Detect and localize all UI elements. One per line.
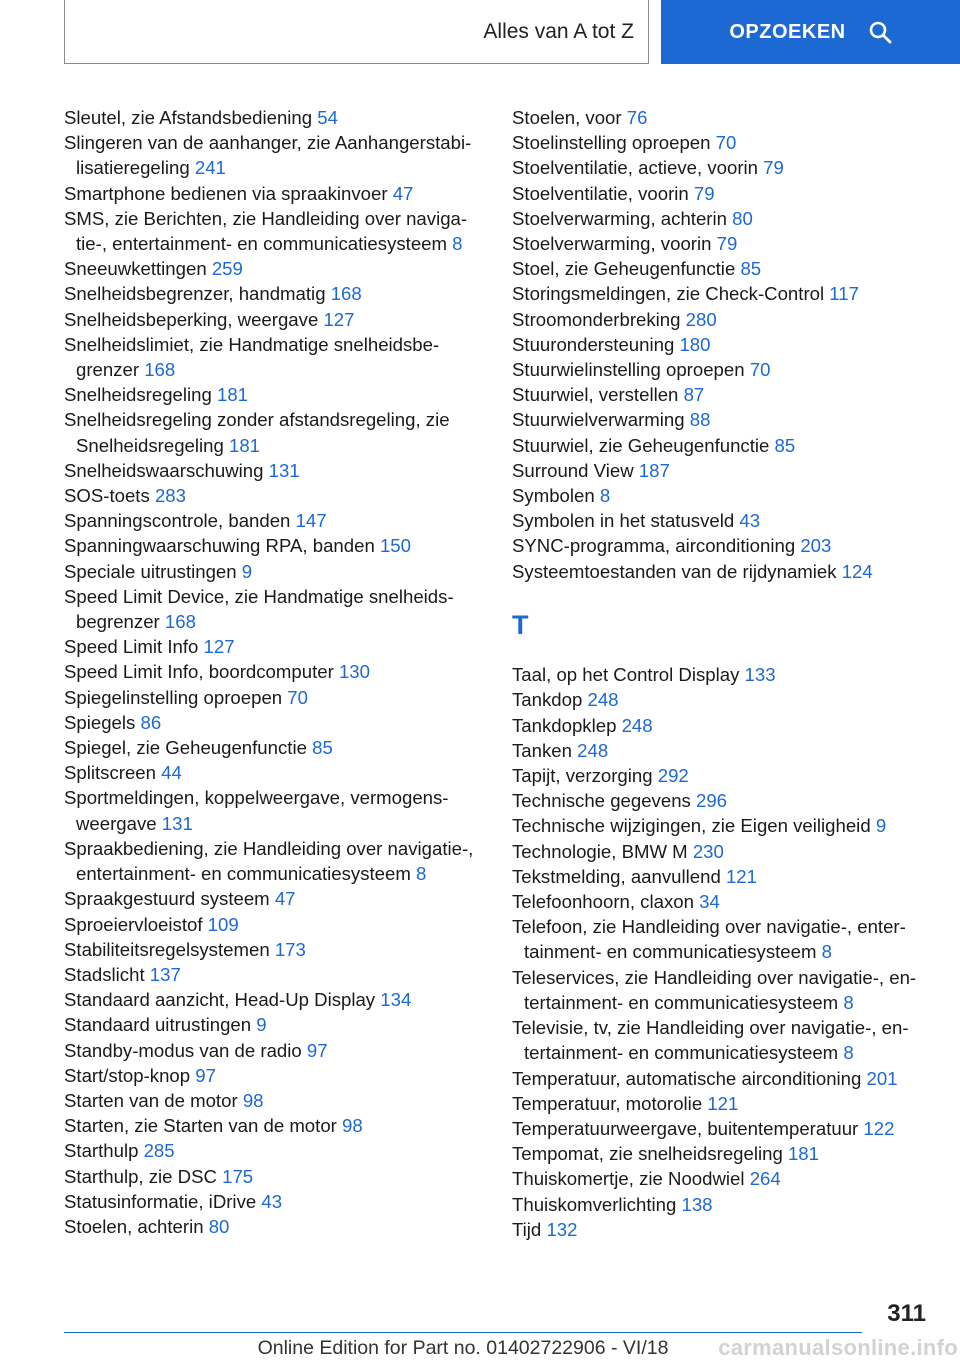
index-entry-text: Technische wijzigingen, zie Eigen veiligheid (512, 815, 871, 837)
page-link[interactable]: 85 (774, 434, 796, 456)
index-entry (512, 382, 932, 407)
index-entry-text: Tapijt, verzorging (512, 765, 653, 787)
index-entry-text: Stoelinstelling oproepen (512, 132, 711, 154)
index-entry-text: Tempomat, zie snelheidsregeling (512, 1143, 783, 1165)
index-entry-text: Snelheidsbeperking, weergave (64, 308, 319, 330)
index-entry (64, 1189, 484, 1214)
index-entry-text: Spanningwaarschuwing RPA, banden (64, 535, 375, 557)
search-button[interactable] (661, 0, 960, 64)
page-link[interactable]: 80 (732, 207, 753, 229)
page-link[interactable]: 168 (330, 283, 362, 305)
index-column-right (512, 105, 932, 1242)
index-entry-text: Telefoonhoorn, claxon (512, 891, 694, 913)
index-entry-text: Teleservices, zie Handleiding over navigatie-, entertainment- en communicatiesysteem (512, 966, 917, 1013)
page-link[interactable]: 121 (725, 865, 757, 887)
index-entry-text: SMS, zie Berichten, zie Handleiding over navigatie-, entertainment- en communicatiesysteem (64, 207, 468, 255)
index-entry-text: Snelheidslimiet, zie Handmatige snelheidsbegrenzer (64, 333, 440, 381)
page-link[interactable]: 127 (203, 636, 235, 658)
index-entry (512, 889, 932, 914)
index-entry (64, 1038, 484, 1063)
index-entry-text: Symbolen (512, 485, 595, 507)
index-entry-text: SOS-toets (64, 485, 150, 507)
index-entry-text: Stoelventilatie, actieve, voorin (512, 157, 758, 179)
page-link[interactable]: 43 (739, 510, 761, 532)
index-entry (64, 1138, 484, 1163)
index-entry-text: Speed Limit Info (64, 636, 199, 658)
page-link[interactable]: 283 (154, 485, 186, 507)
section-letter: T (512, 609, 529, 640)
page-link[interactable]: 9 (241, 560, 253, 582)
index-entry (512, 458, 932, 483)
watermark: carmanualsonline.info (718, 1335, 958, 1360)
index-entry-text: Starten van de motor (64, 1089, 238, 1111)
index-entry (64, 533, 484, 558)
page-link[interactable]: 187 (638, 459, 670, 481)
index-entry (512, 763, 932, 788)
index-entry (512, 1141, 932, 1166)
page-link[interactable]: 147 (295, 510, 327, 532)
index-entry-text: Taal, op het Control Display (512, 664, 740, 686)
page-link[interactable]: 85 (740, 258, 762, 280)
page-link[interactable]: 127 (323, 308, 355, 330)
index-entry (64, 659, 484, 684)
index-entry-text: Thuiskomverlichting (512, 1193, 677, 1215)
index-entry-text: Snelheidsbegrenzer, handmatig (64, 283, 326, 305)
index-entry (512, 559, 932, 584)
page-link[interactable]: 79 (716, 233, 738, 255)
page-link[interactable]: 248 (577, 739, 609, 761)
page-link[interactable]: 79 (693, 182, 715, 204)
index-entry-text: Surround View (512, 459, 634, 481)
index-entry-text: Temperatuur, motorolie (512, 1092, 703, 1114)
page-link[interactable]: 98 (242, 1089, 264, 1111)
index-entry (64, 886, 484, 911)
index-group-s (512, 105, 932, 584)
index-entry (512, 231, 932, 256)
index-entry-text: Sneeuwkettingen (64, 258, 207, 280)
index-entry (64, 382, 484, 407)
index-entry (512, 662, 932, 687)
index-entry-text: Stuurwielverwarming (512, 409, 685, 431)
index-entry-text: Stroomonderbreking (512, 308, 681, 330)
page-link[interactable]: 88 (689, 409, 711, 431)
index-entry-text: Snelheidswaarschuwing (64, 459, 264, 481)
page-link[interactable]: 44 (161, 762, 182, 784)
index-entry-text: Stabiliteitsregelsystemen (64, 938, 270, 960)
index-entry (512, 1091, 932, 1116)
index-entry (64, 508, 484, 533)
page-link[interactable]: 98 (342, 1115, 363, 1137)
index-entry-text: Tankdopklep (512, 714, 617, 736)
page-link[interactable]: 79 (763, 157, 784, 179)
index-entry-text: Temperatuur, automatische airconditioning (512, 1067, 862, 1089)
index-entry (512, 508, 932, 533)
index-entry-text: Sproeiervloeistof (64, 913, 203, 935)
page-link[interactable]: 285 (143, 1140, 175, 1162)
page-link[interactable]: 8 (416, 863, 427, 885)
page-link[interactable]: 264 (749, 1168, 781, 1190)
page-link[interactable]: 8 (843, 991, 854, 1013)
index-entry-text: Standaard uitrustingen (64, 1014, 252, 1036)
index-entry (512, 788, 932, 813)
index-entry-text: Snelheidsregeling (64, 384, 212, 406)
page-link[interactable]: 70 (749, 359, 771, 381)
index-entry-text: Speed Limit Info, boordcomputer (64, 661, 334, 683)
index-entry (64, 130, 484, 180)
index-entry (64, 937, 484, 962)
index-entry-text: Spraakgestuurd systeem (64, 888, 270, 910)
index-entry-text: Stuurwielinstelling oproepen (512, 359, 745, 381)
footer-edition: Online Edition for Part no. 01402722906 - VI/18 (257, 1337, 669, 1359)
index-entry-text: Spiegel, zie Geheugenfunctie (64, 737, 307, 759)
index-entry (64, 307, 484, 332)
index-entry (512, 181, 932, 206)
page-link[interactable]: 131 (268, 459, 300, 481)
index-entry (512, 1116, 932, 1141)
index-entry (512, 839, 932, 864)
index-entry (64, 105, 484, 130)
page-link[interactable]: 70 (715, 132, 737, 154)
index-entry (64, 559, 484, 584)
index-entry-text: Stuurwiel, zie Geheugenfunctie (512, 434, 770, 456)
index-entry-text: Tekstmelding, aanvullend (512, 865, 721, 887)
page-link[interactable]: 9 (256, 1014, 267, 1036)
index-entry-text: SYNC-programma, airconditioning (512, 535, 796, 557)
index-entry-text: Tankdop (512, 689, 583, 711)
index-entry-text: Spiegels (64, 711, 136, 733)
page-link[interactable]: 8 (821, 941, 832, 963)
page-link[interactable]: 43 (261, 1190, 283, 1212)
index-entry (512, 1166, 932, 1191)
page-link[interactable]: 132 (546, 1218, 578, 1240)
index-entry (64, 407, 484, 457)
page-link[interactable]: 8 (452, 233, 463, 255)
index-entry (64, 256, 484, 281)
index-entry-text: Speciale uitrustingen (64, 560, 237, 582)
index-entry-text: Televisie, tv, zie Handleiding over navigatie-, entertainment- en communicatiesysteem (512, 1017, 909, 1064)
index-entry (64, 987, 484, 1012)
index-entry-text: Smartphone bedienen via spraakinvoer (64, 182, 388, 204)
index-entry (64, 483, 484, 508)
index-tab-label: Alles van A tot Z (483, 19, 634, 43)
index-entry-text: Stoelen, achterin (64, 1215, 204, 1237)
index-entry (64, 912, 484, 937)
index-entry-text: Telefoon, zie Handleiding over navigatie-, entertainment- en communicatiesysteem (512, 916, 906, 963)
page-link[interactable]: 86 (140, 711, 162, 733)
index-entry-text: Starthulp (64, 1140, 139, 1162)
page-link[interactable]: 122 (863, 1117, 895, 1139)
page-link[interactable]: 47 (392, 182, 414, 204)
page-link[interactable]: 181 (229, 434, 261, 456)
page-link[interactable]: 181 (217, 384, 249, 406)
search-button-label: OPZOEKEN (729, 20, 846, 43)
page-link[interactable]: 117 (829, 283, 859, 305)
index-column-left (64, 105, 484, 1239)
index-entry-text: Statusinformatie, iDrive (64, 1190, 257, 1212)
index-entry (512, 357, 932, 382)
index-entry (64, 760, 484, 785)
page-link[interactable]: 175 (222, 1165, 254, 1187)
index-entry (512, 256, 932, 281)
index-entry (64, 458, 484, 483)
page-link[interactable]: 173 (274, 938, 306, 960)
page-link[interactable]: 34 (699, 891, 720, 913)
page-link[interactable]: 292 (657, 765, 689, 787)
page-link[interactable]: 8 (599, 485, 611, 507)
index-entry-text: Splitscreen (64, 762, 156, 784)
index-entry (512, 738, 932, 763)
index-entry-text: Stoelen, voor (512, 107, 622, 128)
index-entry-text: Spanningscontrole, banden (64, 510, 291, 532)
index-entry-text: Sleutel, zie Afstandsbediening (64, 107, 313, 128)
index-entry-text: Technische gegevens (512, 790, 691, 812)
index-entry-text: Stoelverwarming, voorin (512, 233, 712, 255)
index-entry-text: Stoelverwarming, achterin (512, 207, 727, 229)
index-entry (64, 735, 484, 760)
page-link[interactable]: 124 (841, 560, 873, 582)
page-link[interactable]: 259 (211, 258, 243, 280)
index-entry (512, 1066, 932, 1091)
index-entry-text: Stoelventilatie, voorin (512, 182, 689, 204)
index-entry (512, 914, 932, 964)
index-entry (64, 1088, 484, 1113)
page-link[interactable]: 121 (707, 1092, 739, 1114)
index-group-t (512, 662, 932, 1242)
page-link[interactable]: 168 (144, 359, 176, 381)
page-link[interactable]: 134 (380, 989, 412, 1011)
page-link[interactable]: 180 (679, 333, 711, 355)
index-entry (512, 407, 932, 432)
index-entry-text: Thuiskomertje, zie Noodwiel (512, 1168, 745, 1190)
index-entry (64, 584, 484, 634)
page-link[interactable]: 181 (787, 1143, 819, 1165)
index-entry-text: Stuurondersteuning (512, 333, 675, 355)
page-link[interactable]: 54 (317, 107, 338, 128)
index-entry (512, 281, 932, 306)
search-icon (868, 20, 892, 44)
index-entry (512, 687, 932, 712)
index-entry-text: Stoel, zie Geheugenfunctie (512, 258, 736, 280)
index-entry (64, 1113, 484, 1138)
index-entry-text: Snelheidsregeling zonder afstandsregeling, zie Snelheidsregeling (64, 409, 450, 456)
page-link[interactable]: 109 (207, 913, 239, 935)
index-entry-text: Tanken (512, 739, 572, 761)
page-link[interactable]: 203 (800, 535, 832, 557)
page-link[interactable]: 9 (875, 815, 887, 837)
page-link[interactable]: 130 (338, 661, 370, 683)
index-entry (64, 206, 484, 256)
index-entry-text: Standaard aanzicht, Head-Up Display (64, 989, 376, 1011)
index-entry (64, 836, 484, 886)
page-link[interactable]: 201 (866, 1067, 898, 1089)
index-entry (512, 130, 932, 155)
index-entry (512, 1015, 932, 1065)
page-number: 311 (887, 1300, 926, 1327)
index-entry (512, 105, 932, 130)
index-entry (512, 332, 932, 357)
index-entry (64, 685, 484, 710)
index-entry-text: Systeemtoestanden van de rijdynamiek (512, 560, 837, 582)
page-link[interactable]: 168 (164, 611, 196, 633)
index-entry (512, 307, 932, 332)
page-link[interactable]: 97 (306, 1039, 328, 1061)
index-entry (512, 965, 932, 1015)
index-entry-text: Technologie, BMW M (512, 840, 688, 862)
page-link[interactable]: 47 (274, 888, 296, 910)
index-entry-text: Storingsmeldingen, zie Check-Control (512, 283, 825, 305)
page-link[interactable]: 76 (626, 107, 648, 128)
index-entry-text: Tijd (512, 1218, 542, 1240)
index-entry-text: Starthulp, zie DSC (64, 1165, 217, 1187)
index-entry (512, 206, 932, 231)
page-link[interactable]: 248 (587, 689, 619, 711)
index-entry (64, 634, 484, 659)
index-entry-text: Speed Limit Device, zie Handmatige snelheidsbegrenzer (64, 585, 454, 633)
index-entry (64, 1164, 484, 1189)
index-entry (512, 1192, 932, 1217)
index-entry (64, 785, 484, 835)
page-link[interactable]: 80 (208, 1215, 230, 1237)
index-entry-text: Starten, zie Starten van de motor (64, 1115, 337, 1137)
index-entry (512, 813, 932, 838)
index-entry-text: Temperatuurweergave, buitentemperatuur (512, 1117, 859, 1139)
index-entry (64, 281, 484, 306)
index-entry-text: Slingeren van de aanhanger, zie Aanhangerstabilisatieregeling (64, 132, 472, 179)
index-entry (512, 433, 932, 458)
index-entry (512, 1217, 932, 1242)
index-entry (64, 181, 484, 206)
page-link[interactable]: 8 (843, 1042, 854, 1064)
page-link[interactable]: 133 (744, 664, 776, 686)
index-entry-text: Symbolen in het statusveld (512, 510, 735, 532)
page-link[interactable]: 131 (161, 812, 193, 834)
index-entry-text: Stuurwiel, verstellen (512, 384, 679, 406)
footer-divider (64, 1332, 862, 1333)
index-entry-text: Spraakbediening, zie Handleiding over navigatie-, entertainment- en communicatiesysteem (64, 837, 474, 885)
index-entry (64, 962, 484, 987)
index-entry-text: Sportmeldingen, koppelweergave, vermogensweergave (64, 787, 449, 834)
page-link[interactable]: 248 (621, 714, 653, 736)
page-link[interactable]: 70 (287, 686, 308, 708)
page-link[interactable]: 296 (696, 790, 728, 812)
index-entry (512, 533, 932, 558)
index-entry (64, 1063, 484, 1088)
page-link[interactable]: 150 (379, 535, 411, 557)
page-link[interactable]: 85 (312, 737, 333, 759)
page-link[interactable]: 138 (681, 1193, 713, 1215)
page-link[interactable]: 87 (683, 384, 705, 406)
page-link[interactable]: 230 (692, 840, 724, 862)
index-entry (64, 1012, 484, 1037)
page-link[interactable]: 137 (149, 963, 181, 985)
index-entry-text: Spiegelinstelling oproepen (64, 686, 283, 708)
index-entry (64, 1214, 484, 1239)
page-link[interactable]: 280 (685, 308, 717, 330)
index-entry (64, 710, 484, 735)
index-tab[interactable] (64, 0, 649, 64)
index-entry-text: Stadslicht (64, 963, 145, 985)
index-entry-text: Standby-modus van de radio (64, 1039, 302, 1061)
index-entry (512, 864, 932, 889)
page-link[interactable]: 241 (194, 157, 226, 179)
index-entry (64, 332, 484, 382)
index-entry (512, 713, 932, 738)
page-link[interactable]: 97 (195, 1064, 216, 1086)
index-entry-text: Start/stop-knop (64, 1064, 191, 1086)
index-entry (512, 155, 932, 180)
index-entry (512, 483, 932, 508)
